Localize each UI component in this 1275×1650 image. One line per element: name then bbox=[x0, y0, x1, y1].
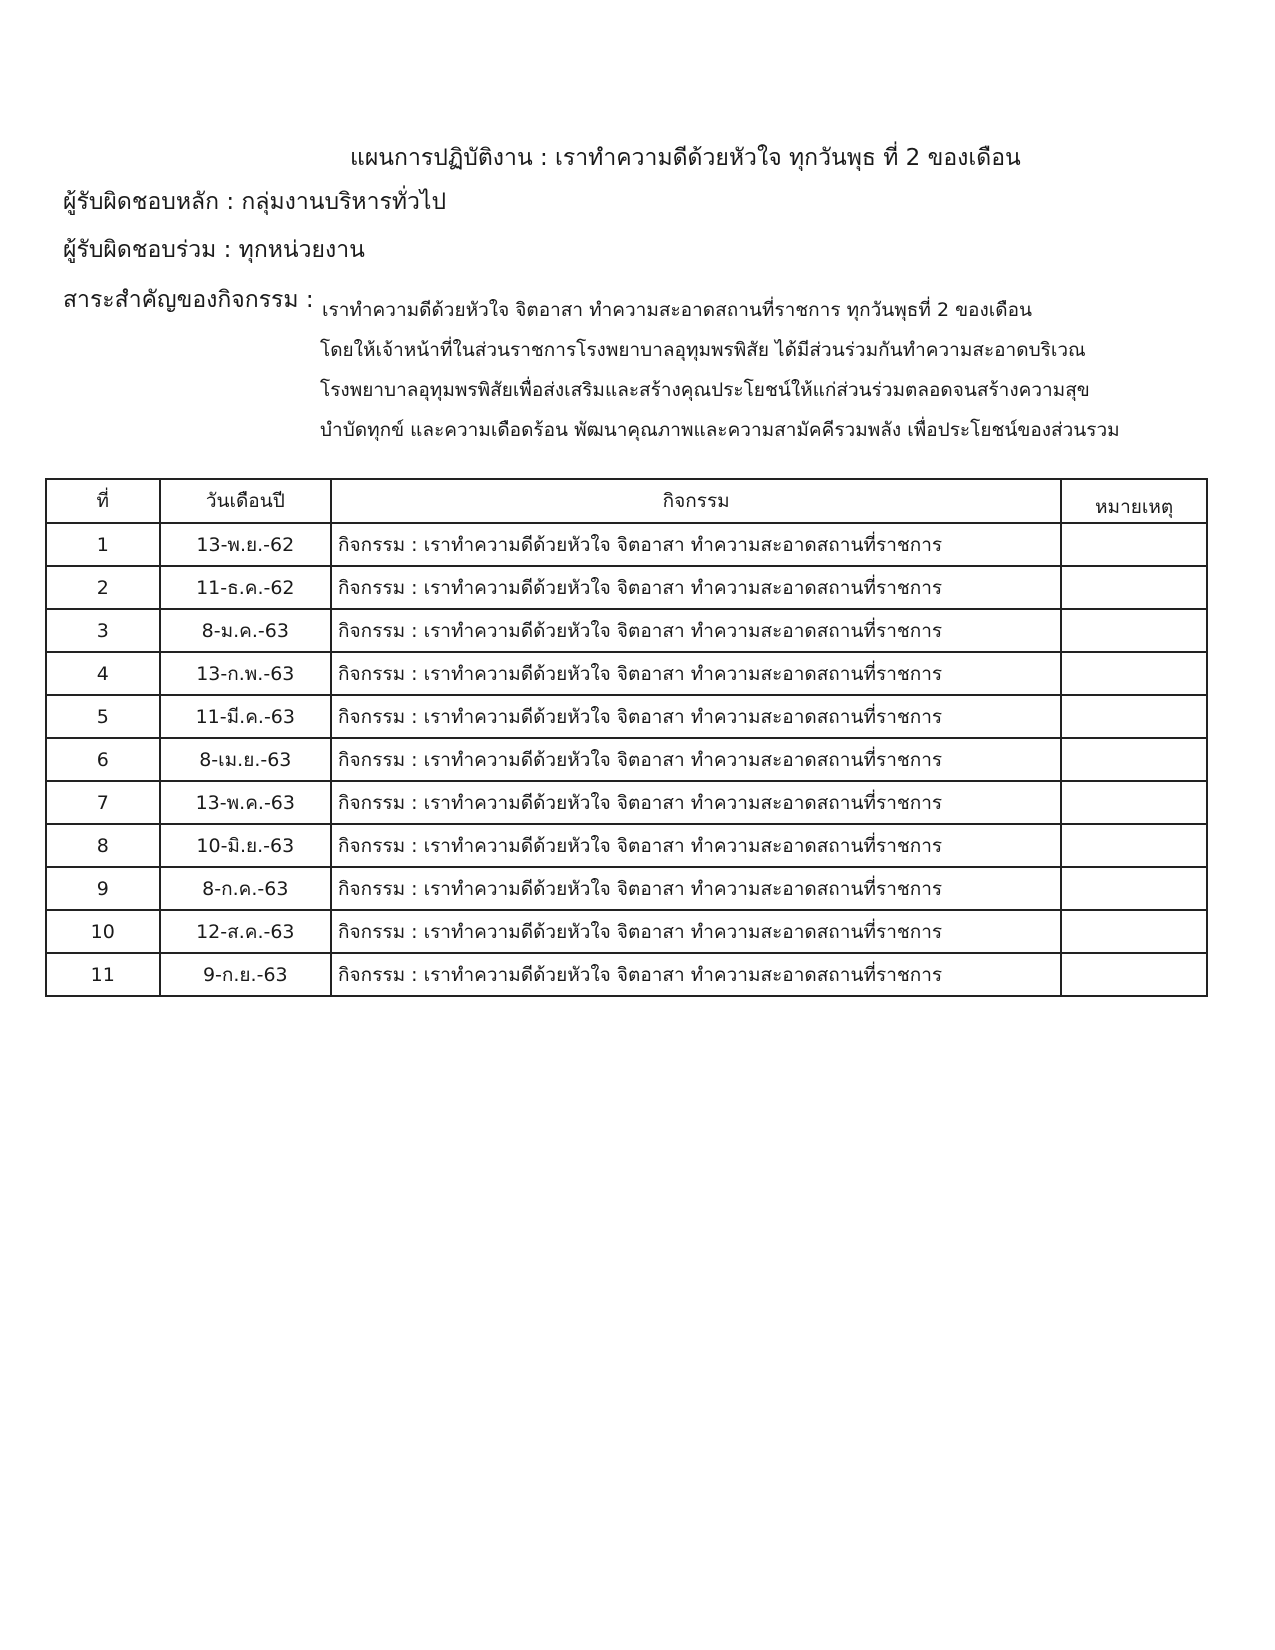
row-activity: กิจกรรม : เราทำความดีด้วยหัวใจ จิตอาสา ทำความสะอาดสถานที่ราชการ bbox=[331, 953, 1061, 996]
table-row bbox=[46, 953, 1207, 996]
row-number: 8 bbox=[46, 824, 160, 867]
row-note bbox=[1061, 609, 1207, 652]
essence-line: โรงพยาบาลอุทุมพรพิสัยเพื่อส่งเสริมและสร้างคุณประโยชน์ให้แก่ส่วนร่วมตลอดจนสร้างความสุข bbox=[320, 379, 1090, 401]
row-note bbox=[1061, 867, 1207, 910]
row-date: 8-เม.ย.-63 bbox=[160, 738, 332, 781]
table-row bbox=[46, 824, 1207, 867]
essence-line: โดยให้เจ้าหน้าที่ในส่วนราชการโรงพยาบาลอุทุมพรพิสัย ได้มีส่วนร่วมกันทำความสะอาดบริเวณ bbox=[320, 339, 1086, 361]
row-activity: กิจกรรม : เราทำความดีด้วยหัวใจ จิตอาสา ทำความสะอาดสถานที่ราชการ bbox=[331, 781, 1061, 824]
row-activity: กิจกรรม : เราทำความดีด้วยหัวใจ จิตอาสา ทำความสะอาดสถานที่ราชการ bbox=[331, 695, 1061, 738]
row-note bbox=[1061, 652, 1207, 695]
table-row bbox=[46, 609, 1207, 652]
row-date: 9-ก.ย.-63 bbox=[160, 953, 332, 996]
page-title: แผนการปฏิบัติงาน : เราทำความดีด้วยหัวใจ ทุกวันพุธ ที่ 2 ของเดือน bbox=[350, 145, 1021, 171]
row-activity: กิจกรรม : เราทำความดีด้วยหัวใจ จิตอาสา ทำความสะอาดสถานที่ราชการ bbox=[331, 609, 1061, 652]
row-activity: กิจกรรม : เราทำความดีด้วยหัวใจ จิตอาสา ทำความสะอาดสถานที่ราชการ bbox=[331, 738, 1061, 781]
table-row bbox=[46, 523, 1207, 566]
row-number: 2 bbox=[46, 566, 160, 609]
row-number: 9 bbox=[46, 867, 160, 910]
row-date: 13-พ.ค.-63 bbox=[160, 781, 332, 824]
row-note bbox=[1061, 566, 1207, 609]
row-number: 11 bbox=[46, 953, 160, 996]
row-activity: กิจกรรม : เราทำความดีด้วยหัวใจ จิตอาสา ทำความสะอาดสถานที่ราชการ bbox=[331, 824, 1061, 867]
row-number: 3 bbox=[46, 609, 160, 652]
row-number: 5 bbox=[46, 695, 160, 738]
row-number: 6 bbox=[46, 738, 160, 781]
row-activity: กิจกรรม : เราทำความดีด้วยหัวใจ จิตอาสา ทำความสะอาดสถานที่ราชการ bbox=[331, 566, 1061, 609]
essence-line: บำบัดทุกข์ และความเดือดร้อน พัฒนาคุณภาพและความสามัคคีรวมพลัง เพื่อประโยชน์ของส่วนรวม bbox=[320, 419, 1120, 441]
row-number: 7 bbox=[46, 781, 160, 824]
row-activity: กิจกรรม : เราทำความดีด้วยหัวใจ จิตอาสา ทำความสะอาดสถานที่ราชการ bbox=[331, 523, 1061, 566]
row-activity: กิจกรรม : เราทำความดีด้วยหัวใจ จิตอาสา ทำความสะอาดสถานที่ราชการ bbox=[331, 910, 1061, 953]
table-header-row bbox=[46, 479, 1207, 523]
row-date: 11-ธ.ค.-62 bbox=[160, 566, 332, 609]
responsible-main: ผู้รับผิดชอบหลัก : กลุ่มงานบริหารทั่วไป bbox=[63, 189, 447, 215]
row-date: 8-ม.ค.-63 bbox=[160, 609, 332, 652]
table-row bbox=[46, 695, 1207, 738]
essence-paragraph bbox=[322, 290, 1222, 450]
essence-label: สาระสำคัญของกิจกรรม : bbox=[63, 287, 314, 313]
row-date: 13-ก.พ.-63 bbox=[160, 652, 332, 695]
row-activity: กิจกรรม : เราทำความดีด้วยหัวใจ จิตอาสา ทำความสะอาดสถานที่ราชการ bbox=[331, 652, 1061, 695]
header-no: ที่ bbox=[46, 479, 160, 523]
table-row bbox=[46, 910, 1207, 953]
row-note bbox=[1061, 910, 1207, 953]
row-date: 11-มี.ค.-63 bbox=[160, 695, 332, 738]
row-note bbox=[1061, 738, 1207, 781]
row-date: 12-ส.ค.-63 bbox=[160, 910, 332, 953]
table-row bbox=[46, 781, 1207, 824]
table-row bbox=[46, 652, 1207, 695]
row-note bbox=[1061, 781, 1207, 824]
activity-schedule-table bbox=[45, 478, 1208, 997]
row-note bbox=[1061, 523, 1207, 566]
table-body bbox=[46, 523, 1207, 996]
header-date: วันเดือนปี bbox=[160, 479, 332, 523]
row-date: 10-มิ.ย.-63 bbox=[160, 824, 332, 867]
row-number: 4 bbox=[46, 652, 160, 695]
row-number: 10 bbox=[46, 910, 160, 953]
essence-line: เราทำความดีด้วยหัวใจ จิตอาสา ทำความสะอาดสถานที่ราชการ ทุกวันพุธที่ 2 ของเดือน bbox=[322, 299, 1032, 321]
row-note bbox=[1061, 953, 1207, 996]
table-row bbox=[46, 738, 1207, 781]
row-note bbox=[1061, 824, 1207, 867]
row-activity: กิจกรรม : เราทำความดีด้วยหัวใจ จิตอาสา ทำความสะอาดสถานที่ราชการ bbox=[331, 867, 1061, 910]
row-date: 8-ก.ค.-63 bbox=[160, 867, 332, 910]
row-number: 1 bbox=[46, 523, 160, 566]
header-activity: กิจกรรม bbox=[331, 479, 1061, 523]
table-row bbox=[46, 867, 1207, 910]
responsible-co: ผู้รับผิดชอบร่วม : ทุกหน่วยงาน bbox=[63, 237, 365, 263]
header-note: หมายเหตุ bbox=[1061, 479, 1207, 523]
table-row bbox=[46, 566, 1207, 609]
row-date: 13-พ.ย.-62 bbox=[160, 523, 332, 566]
row-note bbox=[1061, 695, 1207, 738]
